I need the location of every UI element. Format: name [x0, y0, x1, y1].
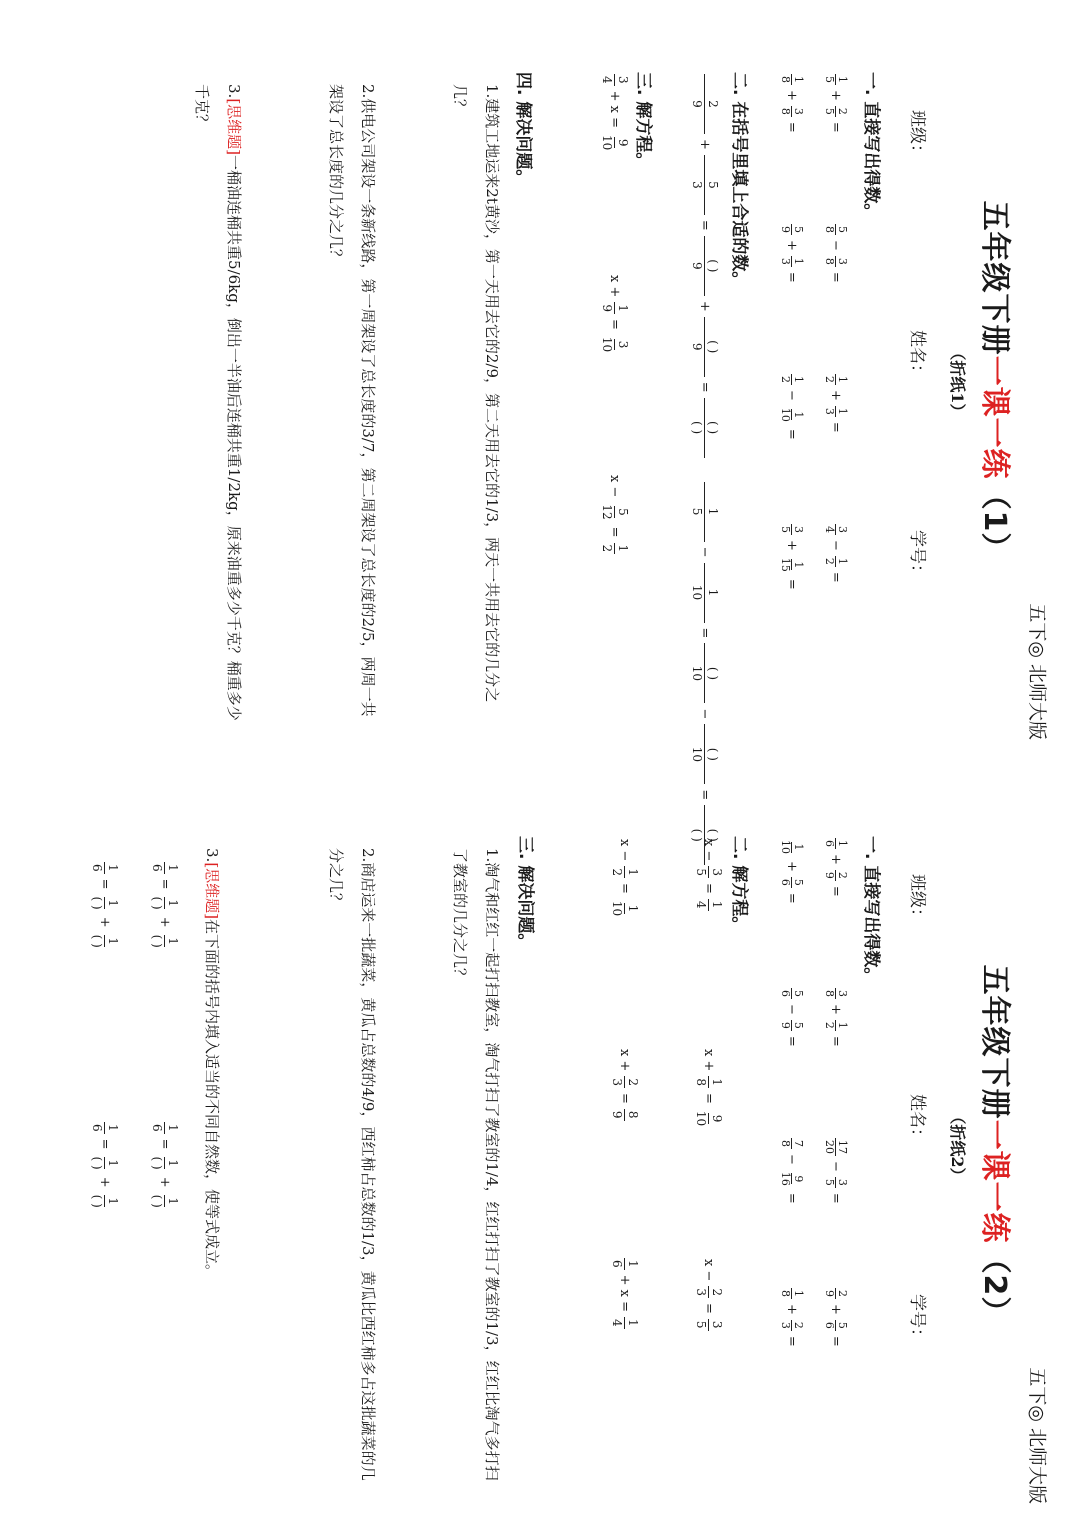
- fraction: 5 8: [823, 226, 849, 233]
- equation-operator: + x =: [617, 1274, 632, 1313]
- title-number: （1）: [977, 479, 1012, 564]
- fraction: 3 5: [694, 868, 724, 876]
- variable-term: x +: [617, 1049, 632, 1072]
- variable-term: x +: [607, 275, 622, 298]
- equals-sign: =: [784, 1192, 799, 1204]
- arith-item: [779, 522, 804, 672]
- section-1-heading: 一. 直接写出得数。: [861, 836, 881, 985]
- equation-operator: =: [701, 1303, 716, 1314]
- fraction: 9 10: [600, 135, 630, 151]
- equals-sign: =: [828, 121, 843, 133]
- equation-row: [599, 72, 630, 672]
- title-grade: 五年级下册: [977, 200, 1012, 356]
- equals-sign: =: [784, 428, 799, 440]
- equation-row-1: [693, 836, 724, 1466]
- fraction: 2 9: [689, 74, 720, 134]
- fraction: 3 4: [823, 526, 849, 533]
- mental-math-row-1: [823, 72, 848, 672]
- section-1-heading: 一. 直接写出得数。: [861, 72, 881, 221]
- variable-term: x −: [617, 839, 632, 862]
- equation-operator: =: [701, 1093, 716, 1104]
- fraction: 9 10: [694, 1110, 724, 1127]
- fraction: 1 8: [779, 76, 805, 83]
- fraction: 1 6: [610, 1260, 640, 1268]
- equals-sign: =: [157, 1138, 172, 1150]
- problem-number: 3.: [203, 848, 221, 863]
- class-label: 班级：: [907, 874, 927, 925]
- plus-sign: +: [157, 1176, 172, 1188]
- fraction: 3 5: [823, 1178, 849, 1186]
- equals-sign: =: [784, 1035, 799, 1047]
- equation-operator: =: [607, 526, 622, 538]
- id-label: 学号：: [907, 1294, 927, 1345]
- fraction: 1 3: [779, 257, 805, 265]
- fraction: 3 10: [600, 336, 630, 353]
- arith-item: [823, 1286, 848, 1436]
- equation-item: [609, 1256, 640, 1466]
- fraction: 1 2: [823, 557, 849, 565]
- fraction: 5 9: [779, 226, 805, 233]
- section-4-heading: 四. 解决问题。: [513, 72, 533, 187]
- operator: −: [784, 390, 799, 401]
- fraction: 1 6: [150, 1124, 180, 1132]
- operator: +: [828, 390, 843, 401]
- thinking-tag: [思维题]: [203, 862, 221, 920]
- fraction: 2 3: [694, 1288, 724, 1296]
- fraction: 1 8: [694, 1078, 724, 1086]
- equals-sign: =: [97, 878, 112, 890]
- equation-operator: =: [617, 1093, 632, 1104]
- equation-operator: =: [617, 883, 632, 894]
- fraction: 3 5: [694, 1320, 724, 1329]
- operator: +: [784, 1304, 799, 1315]
- section-3-heading: 三. 解决问题。: [515, 836, 535, 951]
- fraction: 1 6: [823, 840, 849, 847]
- blank-fraction[interactable]: 1 ( ): [150, 1194, 180, 1208]
- worksheet-title: [976, 0, 1020, 764]
- fraction: 1 15: [779, 557, 805, 572]
- equals-sign: =: [828, 271, 843, 283]
- blank-fraction[interactable]: ( ) ( ): [689, 805, 720, 865]
- arith-item: [779, 72, 804, 222]
- word-problem-1: 1.建筑工地运来2t黄沙，第一天用去它的2/9，第二天用去它的1/3，两天一共用去它的几分之几？: [451, 84, 501, 703]
- operator: +: [828, 1304, 843, 1315]
- mental-math-row-1: [823, 836, 848, 1436]
- word-problem-2: 2.商店运来一批蔬菜，黄瓜占总数的4/9，西红柿占总数的1/3，黄瓜比西红柿多占这批蔬菜的几分之几？: [327, 848, 377, 1481]
- title-series: 一课一练: [977, 1119, 1012, 1244]
- blank-fraction[interactable]: ( ) 9: [689, 236, 720, 296]
- variable-term: x −: [701, 839, 716, 862]
- equation-operator: =: [701, 883, 716, 894]
- operator: +: [828, 854, 843, 865]
- fraction: 3 8: [779, 107, 805, 115]
- word-problem-2: 2.供电公司架设一条新线路，第一周架设了总长度的3/7，第二周架设了总长度的2/5，两周一共架设了总长度的几分之几？: [327, 84, 377, 717]
- arith-item: [779, 986, 804, 1136]
- fraction: 7 8: [779, 1140, 805, 1147]
- equals-sign: =: [828, 421, 843, 433]
- unit-fraction-equation: [89, 860, 120, 1120]
- blank-fraction[interactable]: 1 ( ): [150, 896, 180, 910]
- unit-fraction-row-2: [89, 860, 120, 1380]
- equals-sign: =: [784, 271, 799, 283]
- fraction: 1 2: [823, 1021, 849, 1029]
- equation-item: [693, 1046, 724, 1256]
- plus-sign: +: [97, 916, 112, 928]
- fraction: 5 9: [779, 1021, 805, 1029]
- operator: +: [784, 540, 799, 551]
- blank-fraction[interactable]: ( ) 10: [689, 643, 720, 703]
- fraction: 5 6: [823, 1321, 849, 1329]
- fraction: 1 10: [779, 407, 805, 422]
- arith-item: [779, 836, 804, 986]
- variable-term: x −: [701, 1259, 716, 1282]
- word-problem-3: [196, 848, 228, 1488]
- equation-item: [599, 72, 630, 272]
- equation-operator: + x =: [607, 90, 622, 129]
- operator: +: [784, 90, 799, 101]
- operator: −: [828, 540, 843, 551]
- word-problem-3: [186, 84, 250, 724]
- equation-item: [599, 272, 630, 472]
- fill-blank-expr-1: 2 9 + 5 3 = ( ) 9 + ( ) 9 = ( ) ( ): [689, 72, 720, 460]
- fraction: 1 10: [779, 840, 805, 854]
- equals-sign: =: [157, 878, 172, 890]
- title-series: 一课一练: [977, 355, 1012, 480]
- fraction: 1 2: [779, 376, 805, 383]
- fraction: 17 20: [823, 1140, 849, 1154]
- operator: −: [828, 240, 843, 251]
- blank-fraction[interactable]: 1 ( ): [90, 1194, 120, 1208]
- operator: +: [784, 240, 799, 251]
- fraction: 1 3: [823, 407, 849, 415]
- arith-item: [779, 222, 804, 372]
- equals-sign: =: [784, 121, 799, 133]
- worksheet-subtitle: （折纸2）: [948, 1108, 967, 1184]
- equation-item: [693, 836, 724, 1046]
- worksheet-title: [976, 764, 1020, 1528]
- equals-sign: =: [784, 578, 799, 590]
- fraction: 1 2: [823, 376, 849, 383]
- operator: +: [828, 1004, 843, 1015]
- arith-item: [823, 836, 848, 986]
- arith-item: [779, 1286, 804, 1436]
- fraction: 1 6: [90, 1124, 120, 1132]
- fraction: 1 10: [689, 563, 720, 623]
- fraction: 5 12: [600, 504, 630, 520]
- id-label: 学号：: [907, 530, 927, 581]
- unit-fraction-equation: [149, 860, 180, 1120]
- fraction: 3 8: [823, 990, 849, 997]
- edition-label: 五下◎ 北师大版: [1026, 603, 1048, 740]
- arith-item: [779, 1136, 804, 1286]
- fraction: 3 8: [823, 257, 849, 265]
- fraction: 2 9: [823, 871, 849, 879]
- equation-row-2: [609, 836, 640, 1466]
- worksheet-2: [0, 764, 1080, 1528]
- problem-number: 3.: [225, 84, 243, 99]
- section-2-heading: 二. 在括号里填上合适的数。: [729, 72, 749, 289]
- operator: +: [828, 90, 843, 101]
- fraction: 1 4: [610, 1319, 640, 1327]
- fraction: 1 5: [823, 76, 849, 83]
- problem-text: 在下面的括号内填入适当的不同自然数，使等式成立。: [203, 919, 221, 1280]
- fill-blank-row-1: [689, 72, 720, 867]
- fraction: 5 6: [779, 878, 805, 886]
- fraction: 9 16: [779, 1171, 805, 1186]
- title-grade: 五年级下册: [977, 964, 1012, 1120]
- unit-fraction-equation: [89, 1120, 120, 1380]
- fraction: 3 5: [779, 526, 805, 533]
- blank-fraction[interactable]: 1 ( ): [150, 934, 180, 948]
- equals-sign: =: [784, 1335, 799, 1347]
- section-2-heading: 二. 解方程。: [729, 836, 749, 934]
- section-3-heading: 三. 解方程。: [633, 72, 653, 170]
- title-number: （2）: [977, 1243, 1012, 1328]
- operator: −: [828, 1161, 843, 1172]
- name-label: 姓名：: [907, 1094, 927, 1145]
- fraction: 1 4: [694, 900, 724, 909]
- plus-sign: +: [97, 1176, 112, 1188]
- mental-math-row-2: [779, 836, 804, 1436]
- operator: −: [784, 1004, 799, 1015]
- name-label: 姓名：: [907, 330, 927, 381]
- equation-operator: =: [607, 319, 622, 330]
- arith-item: [823, 986, 848, 1136]
- variable-term: x +: [701, 1049, 716, 1072]
- equation-item: [599, 472, 630, 672]
- thinking-tag: [思维题]: [225, 98, 243, 156]
- fraction: 2 3: [779, 1321, 805, 1329]
- fraction: 1 2: [600, 544, 630, 553]
- operator: +: [784, 861, 799, 872]
- variable-term: x −: [607, 475, 622, 498]
- fraction: 1 5: [689, 482, 720, 542]
- fill-blank-expr-2: 1 5 − 1 10 = ( ) 10 − ( ) 10 = ( ) ( ): [689, 480, 720, 868]
- blank-fraction[interactable]: 1 ( ): [150, 1156, 180, 1170]
- equals-sign: =: [828, 1335, 843, 1347]
- fraction: 1 2: [610, 868, 640, 876]
- fraction: 1 6: [150, 864, 180, 872]
- fraction: 2 3: [610, 1078, 640, 1086]
- equals-sign: =: [97, 1138, 112, 1150]
- fraction: 1 8: [779, 1290, 805, 1297]
- arith-item: [823, 222, 848, 372]
- fraction: 1 9: [600, 304, 630, 312]
- blank-fraction[interactable]: 1 ( ): [90, 896, 120, 910]
- edition-label: 五下◎ 北师大版: [1026, 1367, 1048, 1504]
- fraction: 8 9: [610, 1110, 640, 1119]
- equation-item: [693, 1256, 724, 1466]
- fraction: 1 6: [90, 864, 120, 872]
- equals-sign: =: [828, 1035, 843, 1047]
- blank-fraction[interactable]: 1 ( ): [90, 1156, 120, 1170]
- worksheet-subtitle: （折纸1）: [948, 344, 967, 420]
- equals-sign: =: [784, 892, 799, 904]
- unit-fraction-row-1: [149, 860, 180, 1380]
- word-problem-1: 1.淘气和红红一起打扫教室，淘气打扫了教室的1/4，红红打扫了教室的1/3，红红比淘气多打扫了教室的几分之几？: [451, 848, 501, 1481]
- equals-sign: =: [828, 1192, 843, 1204]
- class-label: 班级：: [907, 110, 927, 161]
- equals-sign: =: [828, 571, 843, 583]
- blank-fraction[interactable]: ( ) 9: [689, 317, 720, 377]
- plus-sign: +: [157, 916, 172, 928]
- arith-item: [779, 372, 804, 522]
- arith-item: [823, 522, 848, 672]
- fraction: 5 3: [689, 155, 720, 215]
- arith-item: [823, 72, 848, 222]
- mental-math-row-2: [779, 72, 804, 672]
- arith-item: [823, 1136, 848, 1286]
- fraction: 2 9: [823, 1290, 849, 1297]
- blank-fraction[interactable]: ( ) ( ): [689, 398, 720, 458]
- blank-fraction[interactable]: ( ) 10: [689, 724, 720, 784]
- problem-text: 一桶油连桶共重5/6kg，倒出一半油后连桶共重1/2kg，原来油重多少千克？桶重多少千克？: [193, 84, 243, 721]
- arith-item: [823, 372, 848, 522]
- blank-fraction[interactable]: 1 ( ): [90, 934, 120, 948]
- equation-item: [609, 836, 640, 1046]
- fraction: 5 6: [779, 990, 805, 997]
- fraction: 2 5: [823, 107, 849, 115]
- fraction: 3 4: [600, 76, 630, 84]
- operator: −: [784, 1154, 799, 1165]
- fraction: 1 10: [610, 900, 640, 917]
- equals-sign: =: [828, 885, 843, 897]
- unit-fraction-equation: [149, 1120, 180, 1380]
- equation-item: [609, 1046, 640, 1256]
